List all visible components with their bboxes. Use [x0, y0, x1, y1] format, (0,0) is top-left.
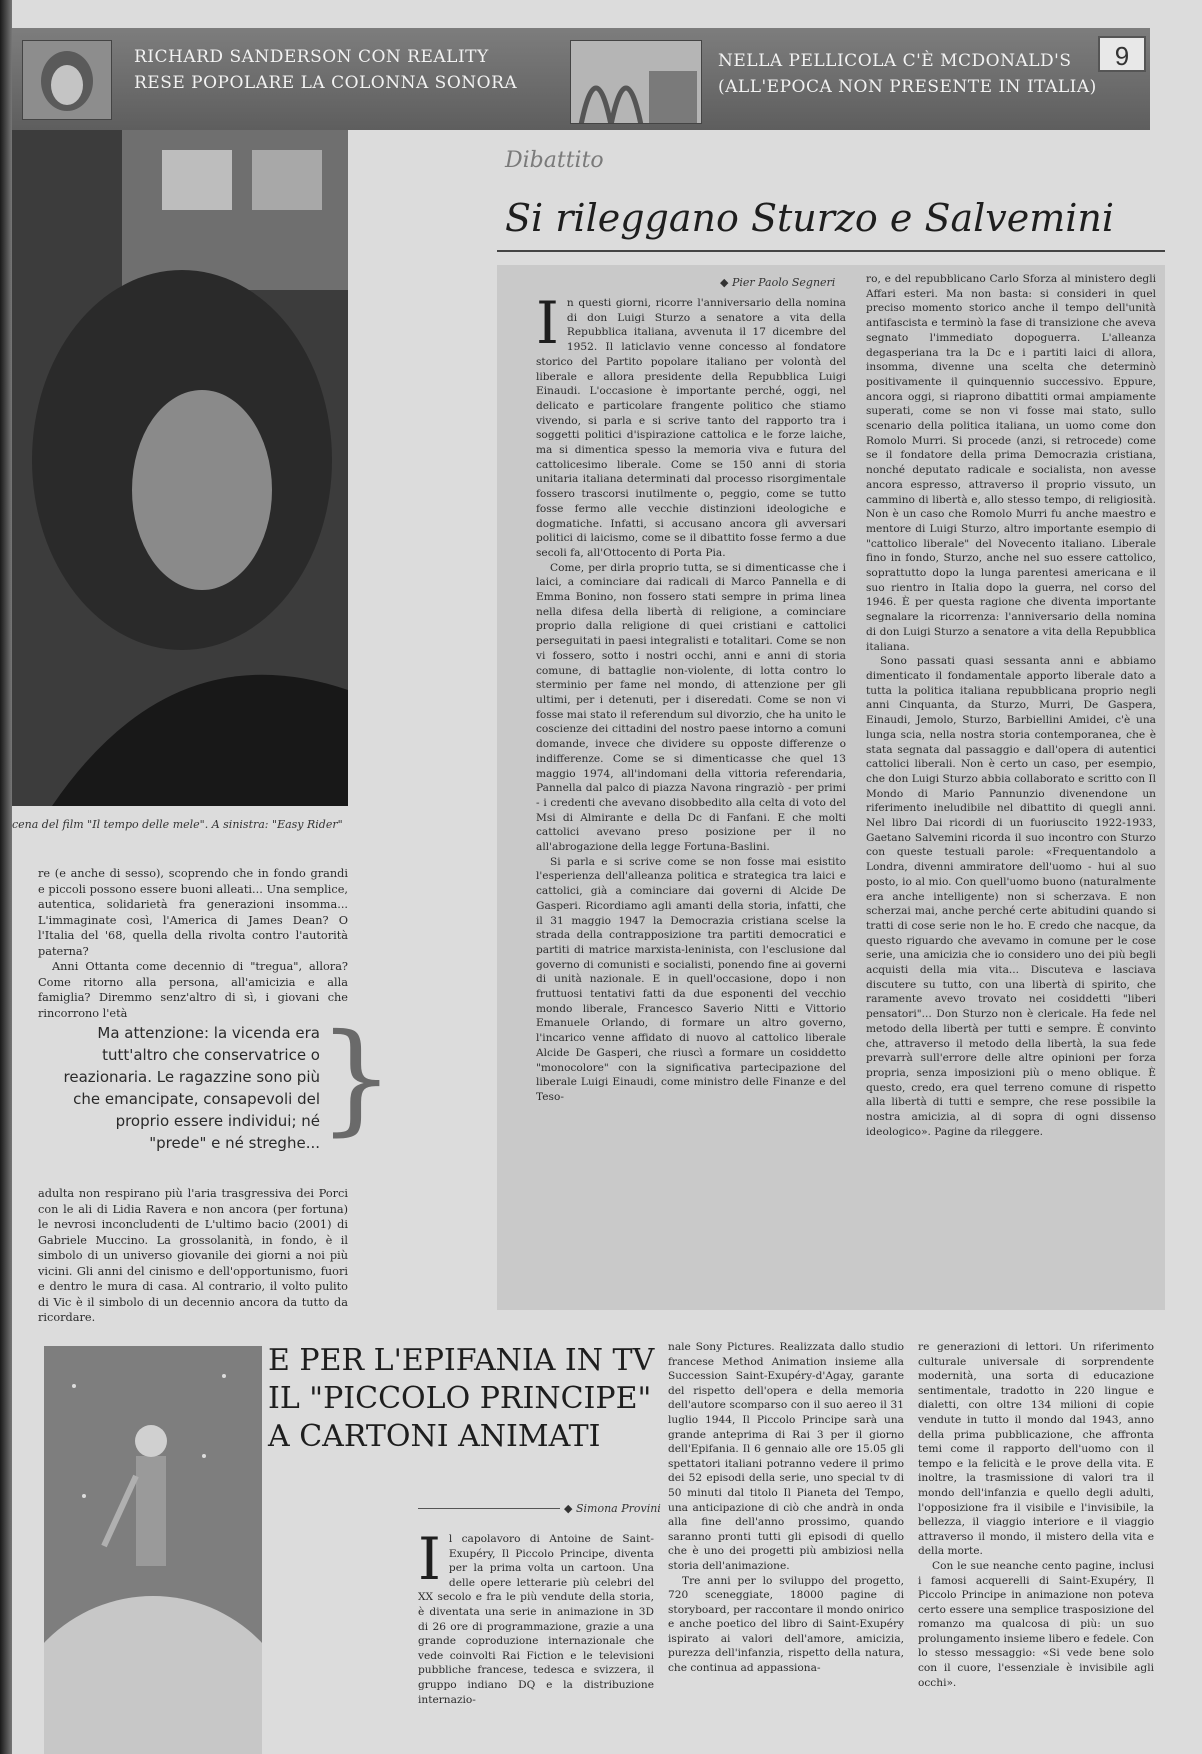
- drop-cap: I: [536, 289, 559, 357]
- little-prince-illustration: [44, 1346, 262, 1754]
- header-band: [12, 28, 1150, 130]
- portrait-photo-icon: [23, 41, 112, 120]
- film-still-photo: [12, 130, 348, 806]
- paragraph: Tre anni per lo sviluppo del progetto, 720 sceneggiate, 18000 pagine di storyboard, per raccontare il mondo onirico e anche poetico del libro di Saint-Exupéry ispirato ai valori dell'amore, amicizia, purezza dell'infanzia, rispetto della natura, che continua ad appassiona-: [668, 1574, 904, 1675]
- paragraph: Con le sue neanche cento pagine, inclusi i famosi acquerelli di Saint-Exupéry, Il Piccolo Principe in animazione non poteva certo essere una semplice trasposizione del romanzo ma qualcosa di più: un suo prolungamento insieme libero e fedele. Con lo stesso messaggio: «Si vede bene solo con il cuore, l'essenziale è invisibile agli occhi».: [918, 1559, 1154, 1689]
- bottom-title-line: A CARTONI ANIMATI: [268, 1419, 601, 1454]
- bottom-title-line: IL "PICCOLO PRINCIPE": [268, 1381, 652, 1416]
- paragraph-text: l capolavoro di Antoine de Saint-Exupéry, Il Piccolo Principe, diventa per la prima volta un cartoon. Una delle opere letterarie più celebri del XX secolo e fra le più vendute della storia, è diventata una serie in animazione in 3D di 26 ore di programmazione, grazie a una grande coproduzione internazionale che vede coinvolti Rai Fiction e le televisioni pubbliche francese, tedesca e svizzera, il gruppo indiano DQ e la distribuzione internazio-: [418, 1533, 654, 1706]
- brace-ornament: }: [318, 1009, 395, 1148]
- header-thumbnail-left: [22, 40, 112, 120]
- bottom-byline: ◆ Simona Provini: [560, 1502, 661, 1515]
- header-left-line1: RICHARD SANDERSON CON REALITY: [134, 47, 489, 67]
- film-still-icon: [12, 130, 348, 806]
- header-left-text: [134, 44, 517, 96]
- page-number: 9: [1098, 36, 1146, 72]
- article-column-1: [536, 289, 846, 1105]
- title-rule: [497, 250, 1165, 252]
- article-column-2: [866, 272, 1156, 1139]
- bottom-column-3: [918, 1340, 1154, 1690]
- paragraph: Anni Ottanta come decennio di "tregua", allora? Come ritorno alla persona, all'amicizia e alla famiglia? Diremmo senz'altro di sì, i giovani che rincorrono l'età: [38, 960, 348, 1020]
- paragraph: [418, 1525, 654, 1707]
- header-right-line2: (ALL'EPOCA NON PRESENTE IN ITALIA): [718, 77, 1097, 97]
- paragraph-text: n questi giorni, ricorre l'anniversario della nomina di don Luigi Sturzo a senatore a vita della Repubblica italiana, avvenuta il 17 dicembre del 1952. Il laticlavio venne concesso al fondatore storico del Partito popolare italiano per volontà del liberale e allora presidente della Repubblica Luigi Einaudi. L'occasione è importante perché, oggi, nel delicato e particolare frangente politico che stiamo vivendo, si parla e si scrive tanto del rapporto tra i soggetti politici d'ispirazione cattolica e le forze laiche, ma si dimentica spesso la memoria viva e futura del cattolicesimo liberale. Come se 150 anni di storia unitaria italiana determinati dal processo risorgimentale fossero trascorsi inutilmente o, peggio, come se tutto fosse fermo alle vecchie distinzioni ideologiche e dogmatiche. Infatti, si accusano ancora gli avversari politici di laicismo, come se il dibattito fosse fermo a due secoli fa, all'Ottocento di Porta Pia.: [536, 297, 846, 559]
- header-right-text: [718, 48, 1097, 100]
- little-prince-icon: [44, 1346, 262, 1754]
- drop-cap: I: [418, 1525, 441, 1593]
- pull-quote: Ma attenzione: la vicenda era tutt'altro che conservatrice o reazionaria. Le ragazzine sono più che emancipate, consapevoli del proprio essere individui; né "prede" e né streghe...: [63, 1024, 320, 1152]
- paragraph: re (e anche di sesso), scoprendo che in fondo grandi e piccoli possono essere buoni alleati... Una semplice, autentica, solidarietà fra generazioni insomma... L'immaginate così, l'America di James Dean? O l'Italia del '68, quella della rivolta contro l'autorità paterna?: [38, 867, 348, 958]
- left-column-text-top: [38, 866, 348, 1021]
- bottom-article-title: [268, 1342, 668, 1456]
- header-right-line1: NELLA PELLICOLA C'È MCDONALD'S: [718, 51, 1072, 71]
- paragraph: Come, per dirla proprio tutta, se si dimenticasse che i laici, a cominciare dai radicali di Marco Pannella e di Emma Bonino, non fossero stati sempre in prima linea nella difesa della libertà di religione, a cominciare proprio dalla religione di quei cristiani e cattolici perseguitati in paesi integralisti e totalitari. Come se non vi fossero, sotto i nostri occhi, anni e anni di storia comune, di battaglie non-violente, di lotta contro lo sterminio per fame nel mondo, di attenzione per gli ultimi, per i detenuti, per i diseredati. Come se non vi fosse mai stato il referendum sul divorzio, che ha unito le coscienze dei cittadini del nostro paese intorno a comuni domande, invece che dividere su opposte differenze o indifferenze. Come se si dimenticasse che quel 13 maggio 1974, all'indomani della vittoria referendaria, Pannella dal palco di piazza Navona ringraziò - per primi - i credenti che avevano disobbedito alla celta di voto del Msi di Almirante e della Dc di Fanfani. E che molti cattolici avevano preso posizione per il no all'abrogazione della legge Fortuna-Baslini.: [536, 561, 846, 854]
- bottom-title-line: E PER L'EPIFANIA IN TV: [268, 1343, 655, 1378]
- article-title: Si rileggano Sturzo e Salvemini: [505, 196, 1115, 240]
- header-thumbnail-right: [570, 40, 702, 124]
- bottom-column-1: [418, 1525, 654, 1707]
- left-column-text-bottom: [38, 1186, 348, 1326]
- photo-caption: cena del film "Il tempo delle mele". A sinistra: "Easy Rider": [12, 818, 343, 831]
- paragraph: nale Sony Pictures. Realizzata dallo studio francese Method Animation insieme alla Succession Saint-Exupéry-d'Agay, garante del rispetto dell'opera e della memoria dell'autore scomparso con il suo aereo il 31 luglio 1944, Il Piccolo Principe sarà una grande anteprima di Rai 3 per il giorno dell'Epifania. Il 6 gennaio alle ore 15.05 gli spettatori italiani potranno vedere il primo dei 52 episodi della serie, uno special tv di 50 minuti dal titolo Il Pianeta del Tempo, una anticipazione di ciò che andrà in onda alla fine dell'anno prossimo, quando saranno pronti tutti gli episodi di quello che è uno dei progetti più ambiziosi nella storia dell'animazione.: [668, 1341, 904, 1572]
- paragraph: Sono passati quasi sessanta anni e abbiamo dimenticato il fondamentale apporto liberale dato a tutta la politica italiana repubblicana proprio negli anni Cinquanta, da Sturzo, Murri, De Gaspera, Einaudi, Jemolo, Sturzo, Barbiellini Amidei, c'è una lunga scia, nella nostra storia contemporanea, che è stata segnata dal passaggio e dall'opera di autentici cattolici liberali. Non è certo un caso, per esempio, che don Luigi Sturzo abbia collaborato e scritto con Il Mondo di Mario Pannunzio divenendone un riferimento ineludibile nel dibattito di quegli anni. Nel libro Dai ricordi di un fuoriuscito 1922-1933, Gaetano Salvemini ricorda il suo incontro con Sturzo con queste testuali parole: «Frequentandolo a Londra, divenni ammiratore dell'uomo - hui al suo posto, io al mio. Con quell'uomo buono (naturalmente era anche intelligente) non si scherzava. E non scherzai mai, anche perché certe abitudini quando si tratti di cose serie non le ho. E credo che nacque, da questo riguardo che avevamo in comune per le cose serie, una amicizia che io considero uno dei più begli acquisti della mia vita... Discuteva e lasciava discutere su tutto, con una libertà di spirito, che raramente avevo trovato nei cosiddetti "liberi pensatori"... Don Sturzo non è clericale. Ha fede nel metodo della libertà per tutti e sempre. È convinto che, attraverso il metodo della libertà, la sua fede prevarrà sull'errore delle altre opinioni per forza propria, senza imposizioni più o meno oblique. È questo, credo, era quel terreno comune di rispetto alla libertà di tutti e sempre, che rese possibile la nostra amicizia, al di sopra di ogni dissenso ideologico». Pagine da rileggere.: [866, 655, 1156, 1138]
- header-left-line2: RESE POPOLARE LA COLONNA SONORA: [134, 73, 518, 93]
- section-rubric: Dibattito: [505, 148, 604, 173]
- paragraph: re generazioni di lettori. Un riferimento culturale universale di sorprendente modernità, una sorta di educazione sentimentale, tradotto in 220 lingue e dialetti, con oltre 134 milioni di copie vendute in tutto il mondo dal 1943, anno della prima pubblicazione, che affronta temi come il rapporto dell'uomo con il tempo e la felicità e le prove della vita. E inoltre, la trasmissione di valori tra il mondo dell'infanzia e quello degli adulti, l'opposizione fra il visibile e l'invisibile, la bellezza, il viaggio interiore e il viaggio attraverso il mondo, il mistero della vita e della morte.: [918, 1341, 1154, 1558]
- article-byline: ◆ Pier Paolo Segneri: [720, 276, 836, 289]
- paragraph: ro, e del repubblicano Carlo Sforza al ministero degli Affari esteri. Ma non basta: si consideri in quel preciso momento storico anche il tempo dell'unità antifascista e terminò la fase di transizione che aveva segnato l'immediato dopoguerra. L'alleanza degasperiana tra la Dc e i partiti laici di allora, insomma, divenne una scelta che determinò positivamente il quinquennio successivo. Eppure, ancora oggi, si riaprono dibattiti ormai ampiamente superati, come se non vi fosse mai stato, sullo scenario della politica italiana, un uomo come don Romolo Murri. Si procede (anzi, si retrocede) come se il fondatore della prima Democrazia cristiana, nonché deputato radicale e socialista, non avesse ancora espresso, attraverso il proprio vissuto, un cammino di libertà e, allo stesso tempo, di religiosità. Non è un caso che Romolo Murri fu anche maestro e mentore di Luigi Sturzo, altro importante esempio di "cattolico liberale" del Novecento italiano. Liberale fino in fondo, Sturzo, anche nel suo essere cattolico, soprattutto dopo la lunga parentesi americana e il suo rientro in Italia dopo la guerra, nel corso del 1946. È per questa ragione che diventa importante segnalare la ricorrenza: l'anniversario della nomina di don Luigi Sturzo a senatore a vita della Repubblica italiana.: [866, 273, 1156, 653]
- paragraph: [536, 289, 846, 561]
- page-spine: [0, 0, 12, 1754]
- restaurant-photo-icon: [571, 41, 702, 124]
- paragraph: adulta non respirano più l'aria trasgressiva dei Porci con le ali di Lidia Ravera e non ancora (per fortuna) le nevrosi inconcludenti de L'ultimo bacio (2001) di Gabriele Muccino. La grossolanità, in fondo, è il simbolo di un universo giovanile dei giorni a noi più vicini. Gli anni del cinismo e dell'opportunismo, fuori e dentro le mura di casa. Al contrario, il volto pulito di Vic è il simbolo di un decennio ancora da tutto da ricordare.: [38, 1187, 348, 1324]
- bottom-column-2: [668, 1340, 904, 1676]
- paragraph: Si parla e si scrive come se non fosse mai esistito l'esperienza dell'alleanza politica e strategica tra laici e cattolici, già a cominciare dai governi di Alcide De Gasperi. Ricordiamo agli amanti della storia, infatti, che il 31 maggio 1947 la Democrazia cristiana scelse la strada della contrapposizione tra partiti democratici e partiti di matrice marxista-leninista, con l'esclusione dal governo di comunisti e socialisti, ponendo fine ai governi di unità nazionale. E in quell'occasione, dopo i non fruttuosi tentativi fatti da due esponenti del vecchio mondo liberale, Francesco Saverio Nitti e Vittorio Emanuele Orlando, di formare un altro governo, l'incarico venne affidato di nuovo al cattolico liberale Alcide De Gasperi, che riuscì a formare un cosiddetto "monocolore" con la significativa partecipazione del liberale Luigi Einaudi, come ministro delle Finanze e del Teso-: [536, 855, 846, 1103]
